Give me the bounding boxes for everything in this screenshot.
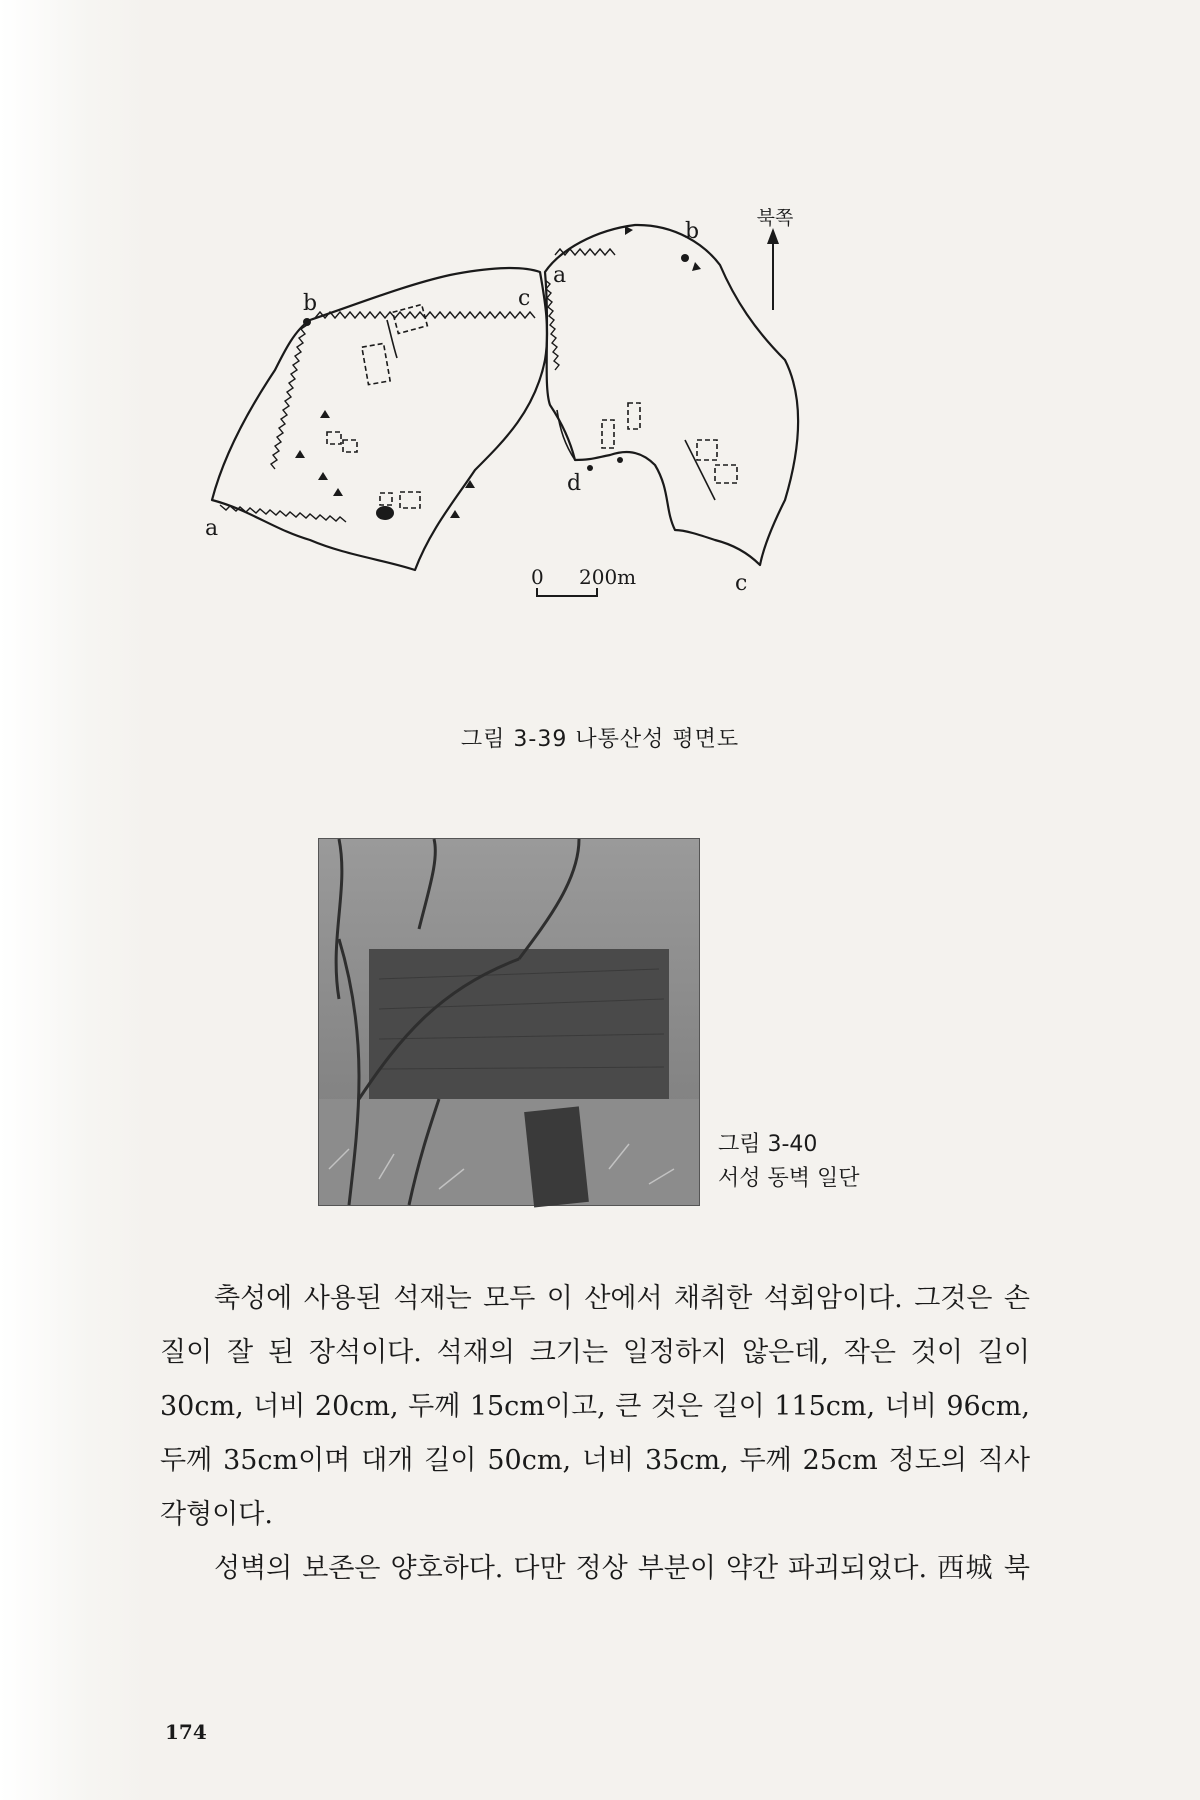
page-gutter-shade <box>0 0 150 1800</box>
body-paragraph-2: 성벽의 보존은 양호하다. 다만 정상 부분이 약간 파괴되었다. 西城 북 <box>214 1553 1030 1584</box>
scale-zero-label: 0 <box>531 565 544 589</box>
scale-bar <box>537 588 597 596</box>
map-label-east-c: c <box>735 571 748 596</box>
map-label-east-a: a <box>553 263 567 288</box>
body-text <box>160 1272 1030 1596</box>
map-label-east-d: d <box>567 471 582 496</box>
east-fortress-outline <box>545 225 798 565</box>
north-label: 북쪽 <box>756 207 794 229</box>
wall-photo <box>318 838 700 1206</box>
inner-paths <box>387 320 715 500</box>
figure-40-caption-line1: 그림 3-40 <box>718 1132 818 1157</box>
wall-crenellations <box>220 249 615 522</box>
site-plan-map <box>205 207 915 690</box>
map-label-west-a: a <box>205 516 219 541</box>
building-foundations <box>327 304 737 508</box>
scale-value-label: 200m <box>579 565 637 589</box>
figure-40-caption <box>718 1128 860 1196</box>
site-plan-figure <box>205 207 915 690</box>
map-label-west-c: c <box>518 286 531 311</box>
wall-photo-image <box>319 839 699 1205</box>
body-paragraph-1: 축성에 사용된 석재는 모두 이 산에서 채취한 석회암이다. 그것은 손질이 잘 된 장석이다. 석재의 크기는 일정하지 않은데, 작은 것이 길이 30cm, 너비 20cm, 두께 15cm이고, 큰 것은 길이 115cm, 너비 96cm, 두께 35cm이며 대개 길이 50cm, 너비 35cm, 두께 25cm 정도의 직사각형이다. <box>160 1283 1030 1530</box>
figure-39-caption: 그림 3-39 나통산성 평면도 <box>460 727 740 752</box>
figure-40-caption-line2: 서성 동벽 일단 <box>718 1166 860 1191</box>
map-label-east-b: b <box>685 219 700 244</box>
page-number: 174 <box>165 1720 207 1744</box>
map-label-west-b: b <box>303 291 318 316</box>
site-markers <box>295 226 701 520</box>
north-arrow-icon <box>767 228 779 310</box>
